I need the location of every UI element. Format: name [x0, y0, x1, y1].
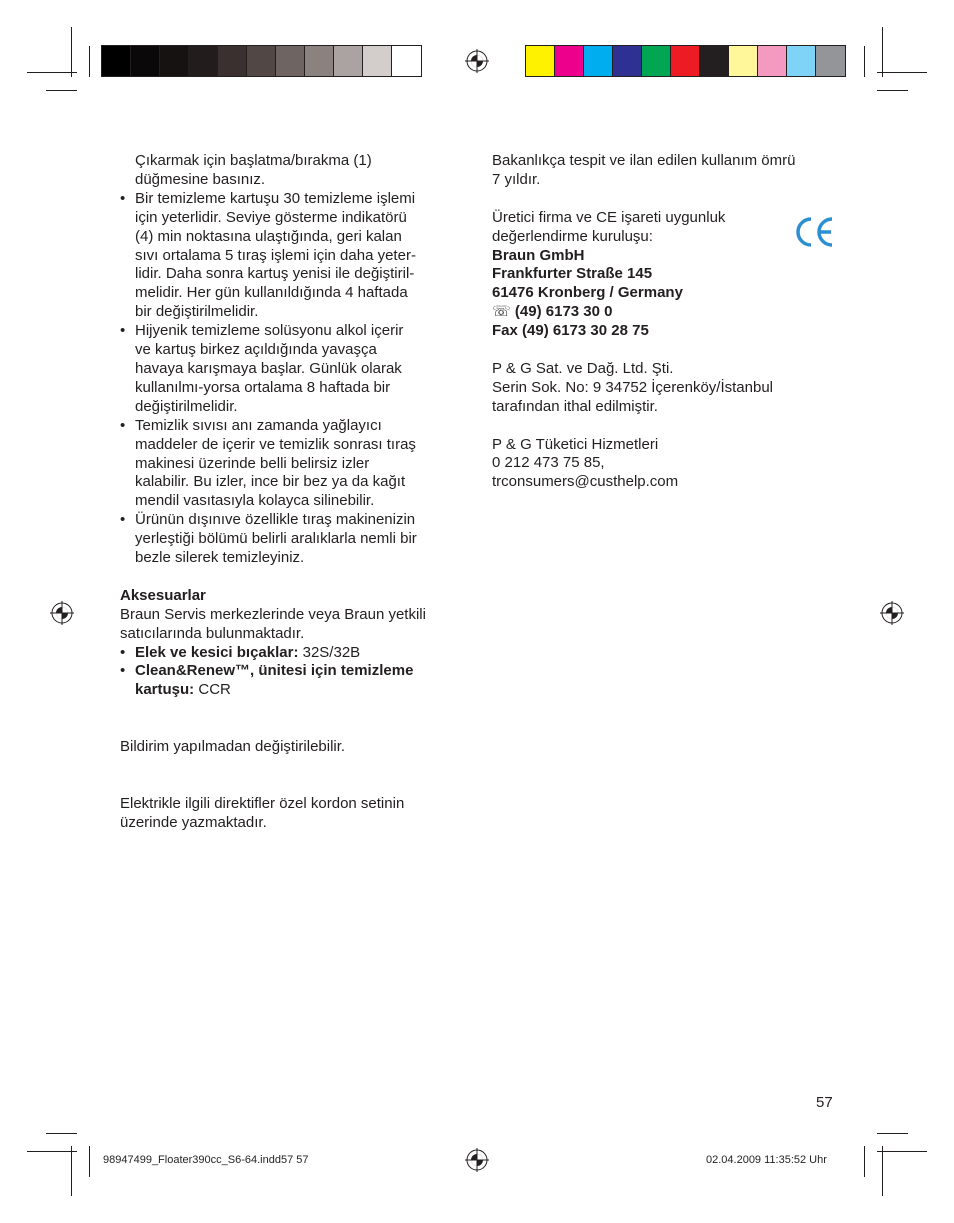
crop-mark [877, 72, 927, 73]
manufacturer-text: değerlendirme kuruluşu: [492, 227, 653, 245]
gray-swatch [160, 46, 189, 76]
crop-mark [864, 46, 865, 77]
importer-text: tarafından ithal edilmiştir. [492, 397, 658, 415]
gray-swatch [334, 46, 363, 76]
ce-mark-icon [792, 214, 836, 250]
importer-text: P & G Sat. ve Dağ. Ltd. Şti. [492, 359, 674, 377]
crop-mark [46, 1133, 77, 1134]
company-fax: Fax (49) 6173 30 28 75 [492, 322, 649, 340]
consumer-service-email: trconsumers@custhelp.com [492, 473, 679, 491]
color-swatch [729, 46, 758, 76]
bullet-item: • Bir temizleme kartuşu 30 temizleme işlemi için yeterlidir. Seviye gösterme indikatörü (4) min noktasına ulaştığında, geri kalan sıvı ortalama 5 tıraş işlemi için daha yeter- lidir. Daha sonra kartuş yenisi ile değiştiril- melidir. Her gün kullanıldığında 4 haftada bir değiştirilmelidir. [120, 189, 416, 321]
bullet-icon: • [120, 189, 126, 207]
bullet-item: • Ürünün dışınıve özellikle tıraş makinenizin yerleştiği bölümü belirli aralıklarla nemli bir bezle silerek temizleyiniz. [120, 511, 417, 567]
crop-mark [46, 90, 77, 91]
gray-swatch [218, 46, 247, 76]
color-swatch [671, 46, 700, 76]
registration-mark-icon [880, 601, 904, 625]
accessories-heading: Aksesuarlar [120, 586, 206, 604]
bullet-icon: • [120, 511, 126, 529]
consumer-service-text: P & G Tüketici Hizmetleri [492, 435, 659, 453]
bullet-item: • Temizlik sıvısı anı zamanda yağlayıcı maddeler de içerir ve temizlik sonrası tıraş makinesi üzerinde belli belirsiz izler kalabilir. Bu izler, ince bir bez ya da kağıt mendil vasıtasıyla kolayca silinebilir. [120, 416, 416, 510]
gray-swatch [131, 46, 160, 76]
crop-mark [864, 1146, 865, 1177]
gray-swatch [276, 46, 305, 76]
consumer-service-phone: 0 212 473 75 85, [492, 454, 605, 472]
manufacturer-text: Üretici firma ve CE işareti uygunluk [492, 208, 726, 226]
color-swatch [816, 46, 845, 76]
bullet-icon: • [120, 643, 126, 661]
bullet-icon: • [120, 322, 126, 340]
color-swatch [526, 46, 555, 76]
crop-mark [27, 72, 77, 73]
crop-mark [877, 1133, 908, 1134]
page-number: 57 [816, 1094, 833, 1111]
color-swatch [642, 46, 671, 76]
company-street: Frankfurter Straße 145 [492, 265, 653, 283]
crop-mark [89, 46, 90, 77]
gray-swatch [102, 46, 131, 76]
gray-swatch [363, 46, 392, 76]
footer-file-name: 98947499_Floater390cc_S6-64.indd57 57 [103, 1154, 309, 1166]
crop-mark [882, 1146, 883, 1196]
accessory-item: • Clean&Renew™, ünitesi için temizleme kartuşu: CCR [120, 662, 414, 699]
gray-swatch [305, 46, 334, 76]
color-swatch [613, 46, 642, 76]
intro-line: Çıkarmak için başlatma/bırakma (1) [135, 152, 372, 169]
crop-mark [71, 27, 72, 77]
color-swatch [758, 46, 787, 76]
phone-icon: ☏ [492, 303, 511, 321]
color-swatch [555, 46, 584, 76]
registration-mark-icon [50, 601, 74, 625]
gray-swatch [392, 46, 421, 76]
crop-mark [877, 1151, 927, 1152]
left-column [120, 152, 470, 700]
electrical-note: Elektrikle ilgili direktifler özel kordon setinin üzerinde yazmaktadır. [120, 795, 405, 831]
grayscale-color-bar [101, 45, 422, 77]
notice-text: Bildirim yapılmadan değiştirilebilir. [120, 738, 346, 755]
intro-line: düğmesine basınız. [135, 170, 266, 188]
gray-swatch [189, 46, 218, 76]
footer-timestamp: 02.04.2009 11:35:52 Uhr [706, 1154, 827, 1166]
company-city: 61476 Kronberg / Germany [492, 284, 683, 302]
bullet-item: • Hijyenik temizleme solüsyonu alkol içerir ve kartuş birkez açıldığında yavaşça havaya karışmaya başlar. Günlük olarak kullanılmı-yorsa ortalama 8 haftada bir değiştirilmelidir. [120, 322, 404, 415]
importer-text: Serin Sok. No: 9 34752 İçerenköy/İstanbul [492, 378, 774, 396]
bullet-icon: • [120, 662, 126, 680]
accessory-item: • Elek ve kesici bıçaklar: 32S/32B [120, 643, 361, 661]
right-column [492, 152, 842, 492]
accessories-text: Braun Servis merkezlerinde veya Braun yetkili [120, 605, 426, 623]
color-swatch [584, 46, 613, 76]
crop-mark [882, 27, 883, 77]
lifetime-text: Bakanlıkça tespit ve ilan edilen kullanım ömrü [492, 152, 796, 169]
registration-mark-icon [465, 49, 489, 73]
accessories-text: satıcılarında bulunmaktadır. [120, 624, 305, 642]
gray-swatch [247, 46, 276, 76]
color-swatch [700, 46, 729, 76]
bullet-icon: • [120, 416, 126, 434]
crop-mark [877, 90, 908, 91]
company-phone: ☏ (49) 6173 30 0 [492, 303, 613, 321]
crop-mark [89, 1146, 90, 1177]
crop-mark [27, 1151, 77, 1152]
registration-mark-icon [465, 1148, 489, 1172]
lifetime-text: 7 yıldır. [492, 170, 541, 188]
process-color-bar [525, 45, 846, 77]
crop-mark [71, 1146, 72, 1196]
color-swatch [787, 46, 816, 76]
company-name: Braun GmbH [492, 246, 585, 264]
